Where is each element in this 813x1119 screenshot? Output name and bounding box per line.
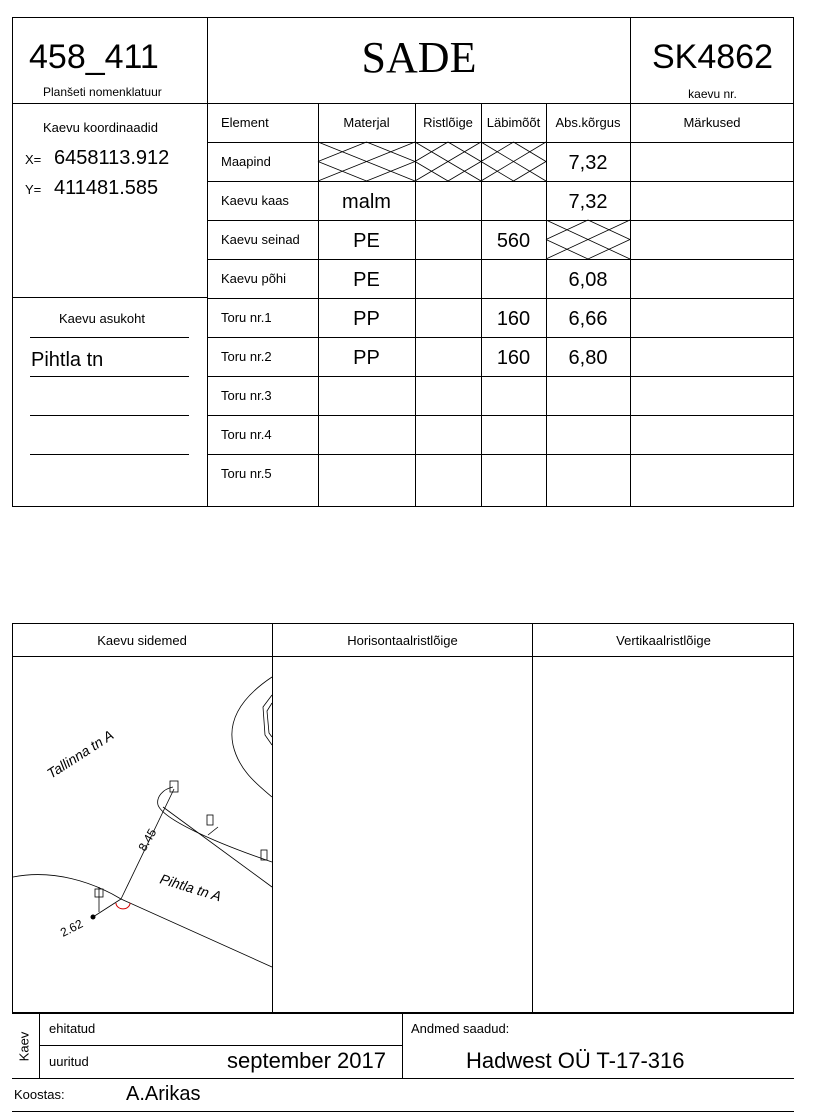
underline	[30, 376, 189, 377]
distance-label-845: 8.45	[135, 826, 160, 854]
divider	[532, 623, 533, 1013]
coordinates-title: Kaevu koordinaadid	[43, 120, 158, 135]
divider	[12, 1013, 794, 1014]
location-street: Pihtla tn	[31, 349, 104, 371]
author-label: Koostas:	[14, 1087, 65, 1102]
y-coordinate: 411481.585	[54, 177, 159, 199]
table-cell-material: malm	[342, 191, 391, 213]
table-cell-element: Toru nr.4	[221, 427, 272, 442]
surveyed-label: uuritud	[49, 1054, 89, 1069]
divider	[402, 1013, 403, 1079]
table-header-cell: Abs.kõrgus	[555, 115, 621, 130]
x-label: X=	[25, 152, 42, 167]
y-label: Y=	[25, 182, 42, 197]
divider	[12, 1111, 794, 1112]
table-row-line	[207, 337, 794, 338]
divider	[272, 623, 273, 1013]
sketch-col-horizontal: Horisontaalristlõige	[347, 633, 458, 648]
divider	[12, 103, 794, 104]
table-header-cell: Materjal	[343, 115, 390, 130]
table-cell-material: PE	[353, 269, 380, 291]
table-cell-element: Kaevu seinad	[221, 232, 300, 247]
table-cell-abs: 6,08	[568, 269, 608, 291]
table-row-line	[207, 259, 794, 260]
street-label-tallinna: Tallinna tn A	[43, 726, 117, 782]
table-row-line	[207, 415, 794, 416]
underline	[30, 415, 189, 416]
table-cell-element: Maapind	[221, 154, 271, 169]
x-coordinate: 6458113.912	[54, 147, 170, 169]
table-row-line	[207, 454, 794, 455]
divider	[39, 1045, 402, 1046]
ties-sketch-map	[13, 657, 272, 1012]
well-number: SK4862	[652, 38, 773, 76]
divider	[207, 17, 208, 507]
document-type: SADE	[361, 33, 477, 82]
crossed-out-cell	[415, 142, 481, 181]
divider	[12, 297, 208, 298]
table-row-line	[207, 376, 794, 377]
table-col-line	[630, 103, 631, 507]
table-cell-diameter: 160	[496, 308, 531, 330]
table-cell-abs: 7,32	[568, 152, 608, 174]
table-cell-element: Toru nr.3	[221, 388, 272, 403]
plan-label: Planšeti nomenklatuur	[43, 85, 162, 99]
crossed-out-cell	[481, 142, 546, 181]
crossed-out-cell	[318, 142, 415, 181]
built-label: ehitatud	[49, 1021, 96, 1036]
table-cell-element: Kaevu põhi	[221, 271, 287, 286]
table-cell-material: PP	[353, 308, 380, 330]
table-cell-element: Toru nr.5	[221, 466, 272, 481]
sketch-col-vertical: Vertikaalristlõige	[616, 633, 711, 648]
table-row-line	[207, 220, 794, 221]
table-cell-abs: 6,80	[568, 347, 608, 369]
location-title: Kaevu asukoht	[59, 311, 146, 326]
crossed-out-cell	[546, 220, 630, 259]
table-header-cell: Märkused	[683, 115, 741, 130]
table-cell-material: PP	[353, 347, 380, 369]
surveyed-value: september 2017	[227, 1048, 386, 1073]
divider	[39, 1013, 40, 1079]
distance-label-262: 2.62	[58, 916, 86, 940]
table-cell-abs: 7,32	[568, 191, 608, 213]
author-value: A.Arikas	[126, 1083, 201, 1105]
table-cell-diameter: 560	[496, 230, 531, 252]
table-cell-element: Kaevu kaas	[221, 193, 289, 208]
data-source-value: Hadwest OÜ T-17-316	[466, 1048, 685, 1073]
table-cell-element: Toru nr.2	[221, 349, 272, 364]
table-cell-element: Toru nr.1	[221, 310, 272, 325]
table-header-cell: Element	[221, 115, 269, 130]
data-source-label: Andmed saadud:	[411, 1021, 510, 1036]
footer-side-label: Kaev	[16, 1031, 32, 1062]
table-row-line	[207, 181, 794, 182]
divider	[12, 1078, 794, 1079]
underline	[30, 337, 189, 338]
table-cell-diameter: 160	[496, 347, 531, 369]
sketch-col-ties: Kaevu sidemed	[97, 633, 187, 648]
street-label-pihtla: Pihtla tn A	[158, 870, 224, 905]
table-header-cell: Läbimõõt	[486, 115, 541, 130]
underline	[30, 454, 189, 455]
table-header-cell: Ristlõige	[423, 115, 473, 130]
table-row-line	[207, 298, 794, 299]
table-cell-material: PE	[353, 230, 380, 252]
plan-number: 458_411	[29, 38, 159, 76]
well-number-label: kaevu nr.	[688, 87, 737, 101]
table-cell-abs: 6,66	[568, 308, 608, 330]
